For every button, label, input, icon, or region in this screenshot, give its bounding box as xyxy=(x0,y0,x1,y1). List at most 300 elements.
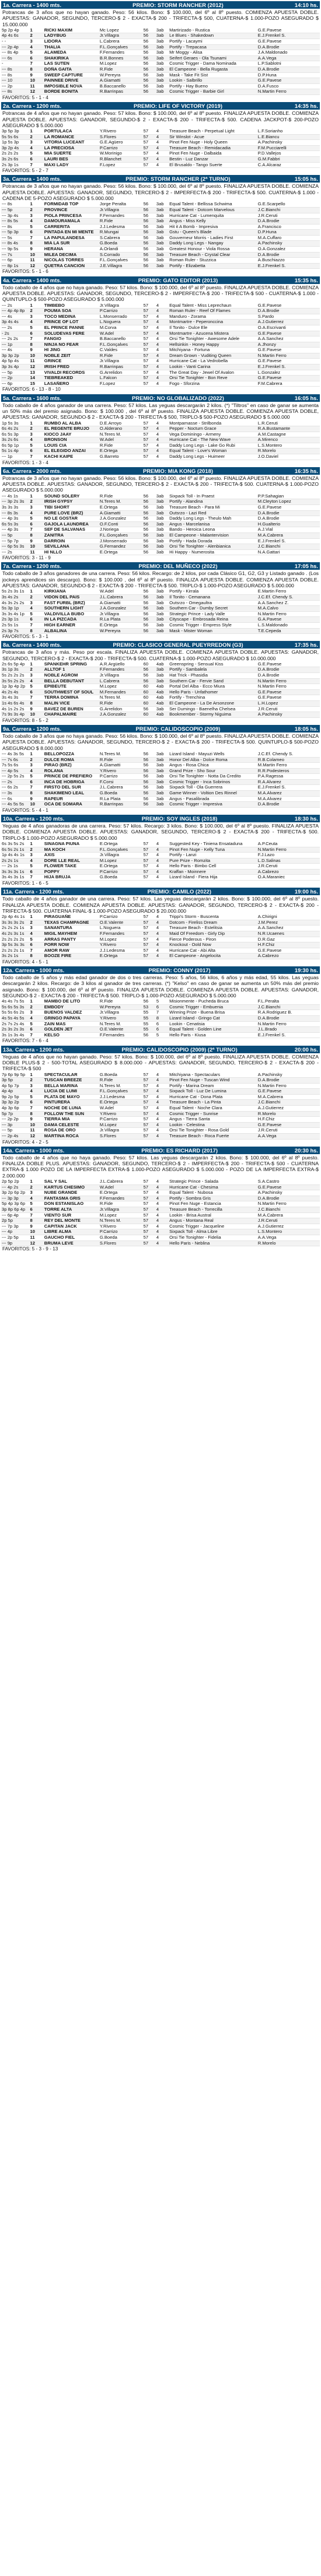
age: 4 xyxy=(156,134,169,140)
horse-name: DARROIN xyxy=(44,538,99,544)
post-number: 8 xyxy=(30,342,44,348)
jockey: R.Fide xyxy=(99,999,143,1004)
jockey: Y.Rivero xyxy=(99,129,143,134)
age: 3ab xyxy=(156,44,169,50)
post-number: 6 xyxy=(30,689,44,695)
pedigree: Daddy Long Legs - Lake Go Rubi xyxy=(169,443,257,448)
age: 4 xyxy=(156,853,169,858)
trainer: R.A.Bustamante xyxy=(257,426,320,432)
jockey: W.Adel xyxy=(99,331,143,337)
runner-row xyxy=(1,39,320,45)
race-header xyxy=(1,888,320,895)
age: 3ab xyxy=(156,28,169,33)
pedigree: Hit it A Bomb - Impresiva xyxy=(169,224,257,230)
horse-name: HI NLLO xyxy=(44,549,99,555)
age: 4 xyxy=(156,320,169,325)
horse-name: DOÑA GAITA xyxy=(44,67,99,73)
post-number: 12 xyxy=(30,89,44,95)
runner-row xyxy=(1,1196,320,1201)
runner-row xyxy=(1,606,320,612)
runner-row xyxy=(1,348,320,353)
weight: 57 xyxy=(143,1190,156,1196)
runner-row xyxy=(1,207,320,213)
recent-form: --- 6p 5s 3s xyxy=(1,544,30,550)
pedigree: Treasure Beach - Perpetual Light xyxy=(169,129,257,134)
jockey: J.Noriega xyxy=(99,527,143,533)
pedigree: Cosmic Trigger - Embuenia xyxy=(169,1004,257,1010)
trainer: L.R.Ceruti xyxy=(257,421,320,426)
pedigree: Cosmic Trigger - Inca Sobrinos xyxy=(169,779,257,785)
jockey: Y.Rivero xyxy=(99,1224,143,1229)
trainer: R.A.Rodriguez B. xyxy=(257,1010,320,1016)
pedigree: Cityscape - Embrosada Reina xyxy=(169,617,257,623)
weight: 57 xyxy=(143,1218,156,1224)
age: 4 xyxy=(156,1201,169,1207)
runner-row xyxy=(1,432,320,437)
weight: 56 xyxy=(143,61,156,67)
favorites: FAVORITOS: 1 - 6 - 5 xyxy=(2,881,48,886)
horse-name: CAPITAN JACK xyxy=(44,1224,99,1229)
pedigree: Cosmic Trigger - Empress Style xyxy=(169,622,257,628)
post-number: 5 xyxy=(30,151,44,157)
horse-name: NO LE GOSTAR xyxy=(44,516,99,522)
weight: 60 xyxy=(143,662,156,667)
post-number: 3 xyxy=(30,140,44,146)
recent-form: --- 3s xyxy=(1,791,30,797)
race-time: 20:30 hs. xyxy=(294,1147,318,1154)
runner-row xyxy=(1,802,320,808)
horse-name: BUENOS VALDEZ xyxy=(44,1010,99,1016)
age: 4 xyxy=(156,448,169,454)
horse-name: SOLUDEVAS FERE xyxy=(44,331,99,337)
jockey: J.J.Ledesma xyxy=(99,1094,143,1100)
weight: 56 xyxy=(143,706,156,712)
jockey: F.Fernandes xyxy=(99,213,143,219)
horse-name: MARTINA ROCA xyxy=(44,1134,99,1140)
runner-row xyxy=(1,1032,320,1038)
recent-form: 2p 4p 4s 1s xyxy=(1,914,30,920)
pedigree: Hi Happy - Numerosita xyxy=(169,549,257,555)
race-time: 17:05 hs. xyxy=(294,563,318,570)
pedigree: Hurricane Cat - Lumenquita xyxy=(169,213,257,219)
pedigree: Angus - Rosa Chica xyxy=(169,763,257,769)
pedigree: Il Tonito - Dulce Ele xyxy=(169,325,257,331)
recent-form: --- 5p xyxy=(1,532,30,538)
horse-name: SWEEP CAPTURE xyxy=(44,72,99,78)
horse-name: ALAMEDA xyxy=(44,50,99,56)
age: 4 xyxy=(156,864,169,870)
weight: 57 xyxy=(143,1089,156,1095)
favorites: FAVORITOS: 8 - 5 - 2 xyxy=(2,717,48,723)
runner-row xyxy=(1,83,320,89)
trainer: J.C.Bianchi xyxy=(257,1207,320,1212)
jockey: A.Giamatti xyxy=(99,763,143,769)
recent-form: --- 2p xyxy=(1,83,30,89)
horse-name: BRONSON xyxy=(44,437,99,443)
weight: 57 xyxy=(143,145,156,151)
age: 3ab xyxy=(156,791,169,797)
age: 4ab xyxy=(156,695,169,701)
runner-row xyxy=(1,796,320,802)
jockey: F.L.Gonçalves xyxy=(99,44,143,50)
pedigree: Pinot Fen Nuge - Dalbaida xyxy=(169,151,257,157)
recent-form: 3p 5p xyxy=(1,1078,30,1084)
runner-row xyxy=(1,611,320,617)
race-prize: PREMIO: DEL MUÑECO (2022) xyxy=(138,563,218,570)
trainer: A.A.Vega xyxy=(257,55,320,61)
pedigree: Martirizado - Rustica xyxy=(169,28,257,33)
recent-form: 2s 3p 7s xyxy=(1,628,30,634)
jockey: A.Giamatti xyxy=(99,510,143,516)
recent-form: --- 1p xyxy=(1,454,30,460)
horse-name: IMPOSIBLE NOVA xyxy=(44,83,99,89)
age: 4 xyxy=(156,162,169,168)
runner-row xyxy=(1,785,320,791)
trainer: R.B.Colameo xyxy=(257,757,320,763)
runner-row xyxy=(1,314,320,320)
age: 4 xyxy=(156,145,169,151)
age: 6 xyxy=(156,1004,169,1010)
jockey: L.Cabrera xyxy=(99,39,143,45)
jockey: G.Boeda xyxy=(99,1235,143,1240)
runner-row xyxy=(1,527,320,533)
weight: 56 xyxy=(143,1032,156,1038)
post-number: 6 xyxy=(30,157,44,163)
age: 4 xyxy=(156,926,169,931)
pedigree: Angus - Miss Kelly xyxy=(169,219,257,225)
age: 4 xyxy=(156,342,169,348)
jockey: E.Ortega xyxy=(99,954,143,959)
trainer: J.C.Bianchi xyxy=(257,1100,320,1106)
post-number: 10 xyxy=(30,353,44,359)
race-block xyxy=(1,725,320,814)
race-header xyxy=(1,966,320,974)
pedigree: Angus - Marcelanisa xyxy=(169,521,257,527)
post-number: 5 xyxy=(30,50,44,56)
weight: 57 xyxy=(143,129,156,134)
trainer: M.Martin Ferro xyxy=(257,763,320,769)
pedigree: Il Tonito - Cemanana xyxy=(169,594,257,600)
trainer: R.Morelo xyxy=(257,1111,320,1117)
horse-name: KACHI KAIPE xyxy=(44,454,99,460)
horse-name: GRINCE xyxy=(44,359,99,365)
pedigree: Hurricane Cat - Abi Alta xyxy=(169,948,257,954)
weight: 56 xyxy=(143,774,156,780)
runner-row xyxy=(1,926,320,931)
jockey: E.Ortega xyxy=(99,622,143,628)
weight: 56 xyxy=(143,999,156,1004)
runners-table xyxy=(1,202,320,269)
horse-name: HERANA xyxy=(44,247,99,253)
recent-form: --- 8s 3s xyxy=(1,510,30,516)
trainer: D.A.Brodie xyxy=(257,252,320,258)
horse-name: IN LA PIZCADA xyxy=(44,617,99,623)
recent-form: --- 2s xyxy=(1,325,30,331)
runner-row xyxy=(1,202,320,207)
horse-name: SOUTHWEST OF SOUL xyxy=(44,689,99,695)
jockey: O.Alderano xyxy=(99,426,143,432)
jockey: J.A.Gonzalez xyxy=(99,606,143,612)
runner-row xyxy=(1,954,320,959)
race-block xyxy=(1,1,320,101)
horse-name: SANANTURA xyxy=(44,926,99,931)
recent-form: --- 5p xyxy=(1,1128,30,1134)
trainer: G.E.Pavese xyxy=(257,28,320,33)
horse-name: KARTUS CHESIMO xyxy=(44,1184,99,1190)
post-number: 1 xyxy=(30,494,44,499)
jockey: R.La Plata xyxy=(99,796,143,802)
jockey: G.Boeda xyxy=(99,875,143,881)
post-number: 2 xyxy=(30,1078,44,1084)
age: 4 xyxy=(156,842,169,847)
runners-table xyxy=(1,129,320,168)
jockey: G.Boeda xyxy=(99,791,143,797)
post-number: 1 xyxy=(30,1179,44,1184)
pedigree: Hello Paris - Bimbo Cell xyxy=(169,864,257,870)
runner-row xyxy=(1,1201,320,1207)
weight: 56 xyxy=(143,763,156,769)
runner-row xyxy=(1,1089,320,1095)
recent-form: --- 6p xyxy=(1,258,30,264)
runner-row xyxy=(1,1190,320,1196)
pedigree: Treasure Beach - La Pinta xyxy=(169,1100,257,1106)
trainer: N.Martin Ferro xyxy=(257,1083,320,1089)
post-number: 8 xyxy=(30,67,44,73)
weight: 57 xyxy=(143,325,156,331)
recent-form: 9p 2p 5p xyxy=(1,1094,30,1100)
jockey: G.E.Agüero xyxy=(99,140,143,146)
post-number: 11 xyxy=(30,359,44,365)
runner-row xyxy=(1,320,320,325)
post-number: 10 xyxy=(30,252,44,258)
race-prize: PREMIO: STORM RANCHER (2012) xyxy=(132,2,224,8)
trainer: L.S.Montero xyxy=(257,1229,320,1235)
pedigree: Daddy Long Legs - Nangay xyxy=(169,241,257,247)
runner-row xyxy=(1,689,320,695)
trainer: J.L.Brado xyxy=(257,1027,320,1033)
post-number: 6 xyxy=(30,331,44,337)
horse-name: HI JING xyxy=(44,348,99,353)
recent-form: 5s 3p 1p xyxy=(1,606,30,612)
trainer: G.E.Pavese xyxy=(257,1089,320,1095)
runner-row xyxy=(1,662,320,667)
age: 4 xyxy=(156,914,169,920)
jockey: G.Arrelidon xyxy=(99,370,143,376)
recent-form: --- 9p 5s xyxy=(1,247,30,253)
runner-row xyxy=(1,224,320,230)
runner-row xyxy=(1,72,320,78)
post-number: 14 xyxy=(30,376,44,381)
race-block xyxy=(1,102,320,174)
runner-row xyxy=(1,1224,320,1229)
post-number: 12 xyxy=(30,365,44,370)
trainer: N.A.Gattari xyxy=(257,549,320,555)
recent-form: 3p 3s 4p xyxy=(1,365,30,370)
horse-name: LAS SUTEN xyxy=(44,61,99,67)
trainer: G.E.Pavese xyxy=(257,303,320,309)
age: 3ab xyxy=(156,611,169,617)
race-prize: PREMIO: CLASICO GENERAL PUEYRREDON (G3) xyxy=(113,642,243,649)
age: 4 xyxy=(156,454,169,460)
recent-form: --- 9p xyxy=(1,1240,30,1246)
post-number: 1 xyxy=(30,842,44,847)
post-number: 1 xyxy=(30,129,44,134)
age: 4ab xyxy=(156,701,169,707)
trainer: H.Gualterio xyxy=(257,521,320,527)
age: 3ab xyxy=(156,247,169,253)
race-number: 5a. Carrera - 1600 mts. xyxy=(3,394,62,401)
trainer: M.A.Alvarez xyxy=(257,796,320,802)
pedigree: Orsi Tie Tonighter - Rosa Gold xyxy=(169,1128,257,1134)
weight: 56 xyxy=(143,510,156,516)
weight: 56 xyxy=(143,532,156,538)
pedigree: Daddy Long Legs - Huimeer xyxy=(169,454,257,460)
race-time: 16:05 hs. xyxy=(294,394,318,401)
jockey: L.Noguera xyxy=(99,926,143,931)
runner-row xyxy=(1,1111,320,1117)
runner-row xyxy=(1,44,320,50)
trainer: G.E.Pavese xyxy=(257,695,320,701)
recent-form: --- 6s 2s xyxy=(1,785,30,791)
pedigree: Cosmic Trigger - Sunrise xyxy=(169,1111,257,1117)
runner-row xyxy=(1,1240,320,1246)
horse-name: PINTADA EN MI MENTE xyxy=(44,230,99,236)
race-conditions: Potrancas de 3 años que no hayan ganado. Peso: 56 kilos. Bono: $ 100.000, del 6º al 8º puesto. FINALIZA APUESTA DOBLE. COMIENZA APUESTA DOBLE. APUESTAS: GANADOR, SEGUNDO, TERCERO-$ 2 - IMPERFECTA-$ 200 - TRIFECTA-$ 500. CUATERNA-$ 1.000 - CADENA DE 5-POZO ASEGURADO $ 5.000.000 xyxy=(2,183,319,202)
age: 4 xyxy=(156,1224,169,1229)
trainer: J.R.Ceruti xyxy=(257,706,320,712)
age: 3ab xyxy=(156,83,169,89)
weight: 56 xyxy=(143,258,156,264)
runner-row xyxy=(1,67,320,73)
horse-name: RICKI MAXIM xyxy=(44,28,99,33)
age: 4 xyxy=(156,1083,169,1089)
pedigree: Dream Grown - Vuditing Queen xyxy=(169,353,257,359)
trainer: J.R.Ceruti xyxy=(257,1218,320,1224)
recent-form: 5s 1s 4p xyxy=(1,448,30,454)
horse-name: TIEBREAKED xyxy=(44,376,99,381)
age: 3ab xyxy=(156,504,169,510)
jockey: P.Carrizo xyxy=(99,774,143,780)
jockey: R.Fide xyxy=(99,67,143,73)
age: 3ab xyxy=(156,628,169,634)
recent-form: --- 8s xyxy=(1,72,30,78)
runner-row xyxy=(1,494,320,499)
recent-form: 4p 3p 6p xyxy=(1,1106,30,1112)
pedigree: Treasure Beach - Para Mi xyxy=(169,504,257,510)
recent-form: 2s 3p 1s xyxy=(1,617,30,623)
runner-row xyxy=(1,309,320,314)
race-time: 19:30 hs. xyxy=(294,967,318,974)
horse-name: ZANITRA xyxy=(44,532,99,538)
horse-name: ALBALINA xyxy=(44,628,99,634)
runner-row xyxy=(1,1073,320,1078)
runners-table xyxy=(1,589,320,634)
recent-form: 4s 3s 2s 2s xyxy=(1,600,30,606)
horse-name: TUSCAN BREEZE xyxy=(44,1078,99,1084)
recent-form: --- 4s xyxy=(1,314,30,320)
recent-form: 3s 2s 1s xyxy=(1,954,30,959)
runner-row xyxy=(1,129,320,134)
pedigree: Dotcom - Fireliss Dream xyxy=(169,920,257,926)
age: 3ab xyxy=(156,622,169,628)
age: 6 xyxy=(156,1021,169,1027)
recent-form: --- 4p 2s xyxy=(1,1184,30,1190)
post-number: 4 xyxy=(30,145,44,151)
runner-row xyxy=(1,213,320,219)
horse-name: LA PAPULANDESA xyxy=(44,235,99,241)
runner-row xyxy=(1,258,320,264)
age: 4 xyxy=(156,948,169,954)
jockey: A.Orlandi xyxy=(99,247,143,253)
pedigree: Equal Talent - Bellissa Schwima xyxy=(169,202,257,207)
horse-name: TEXAS CHAMPAGNE xyxy=(44,920,99,926)
jockey: F.Fernandes xyxy=(99,931,143,937)
horse-name: VALDIVILLA BUBO xyxy=(44,611,99,617)
race-block xyxy=(1,1046,320,1146)
horse-name: LIDORA xyxy=(44,39,99,45)
trainer: M.A.Calvo xyxy=(257,606,320,612)
recent-form: 7s 9s 3s 4p xyxy=(1,712,30,718)
weight: 56 xyxy=(143,67,156,73)
horse-name: PORTULACA xyxy=(44,129,99,134)
age: 4 xyxy=(156,1235,169,1240)
post-number: 1 xyxy=(30,421,44,426)
recent-form: 5p 7p xyxy=(1,1111,30,1117)
jockey: W.Adel xyxy=(99,1184,143,1190)
runner-row xyxy=(1,230,320,236)
jockey: E.Ortega xyxy=(99,1100,143,1106)
horse-name: POPPY xyxy=(44,869,99,875)
age: 4 xyxy=(156,1212,169,1218)
horse-name: BELLA DEBUTANT xyxy=(44,678,99,684)
jockey: M.Lopez xyxy=(99,1212,143,1218)
pedigree: Vega Dominingo - Armeny xyxy=(169,432,257,437)
pedigree: Fogo - Sforzina xyxy=(169,381,257,387)
trainer: E.J.Frenkel S. xyxy=(257,33,320,39)
age: 3ab xyxy=(156,219,169,225)
recent-form: --- 3p 4s xyxy=(1,213,30,219)
horse-name: PROVINCE xyxy=(44,207,99,213)
weight: 56 xyxy=(143,589,156,594)
runner-row xyxy=(1,426,320,432)
pedigree: Gouverneur Morris - Ladies First xyxy=(169,235,257,241)
age: 3ab xyxy=(156,202,169,207)
jockey: M.Lopez xyxy=(99,684,143,690)
pedigree: Portify - Kirrala xyxy=(169,589,257,594)
runners-table xyxy=(1,303,320,387)
jockey: M.Lopez xyxy=(99,858,143,864)
horse-name: BELLOPOZZA xyxy=(44,752,99,757)
weight: 56 xyxy=(143,673,156,679)
weight: 56 xyxy=(143,611,156,617)
weight: 57 xyxy=(143,1111,156,1117)
jockey: J.L.Cabrera xyxy=(99,785,143,791)
weight: 55 xyxy=(143,1027,156,1033)
jockey: M.Lopez xyxy=(99,61,143,67)
trainer: J.O.Daviel xyxy=(257,454,320,460)
age: 4 xyxy=(156,325,169,331)
post-number: 4 xyxy=(30,437,44,443)
runner-row xyxy=(1,1078,320,1084)
pedigree: Mitchiyana - Spectaculars xyxy=(169,1073,257,1078)
runner-row xyxy=(1,1229,320,1235)
jockey: A.Giamatti xyxy=(99,600,143,606)
runner-row xyxy=(1,1212,320,1218)
post-number: 7 xyxy=(30,61,44,67)
pedigree: El Campeone - Angelocita xyxy=(169,954,257,959)
race-conditions: Potrancas de 3 años que no hayan ganado. Peso: 56 kilos. Bono: $ 100.000, del 6º al 8º puesto. FINALIZA APUESTA DOBLE. COMIENZA APUESTA DOBLE. APUESTAS: GANADOR, SEGUNDO, TERCERO-$ 2 - EXACTA-$ 200 - TRIFECTA-$ 500. CUATERNA-$ 1.000-POZO ASEGURADO $ 5.000.000 xyxy=(2,475,319,493)
age: 3ab xyxy=(156,673,169,679)
